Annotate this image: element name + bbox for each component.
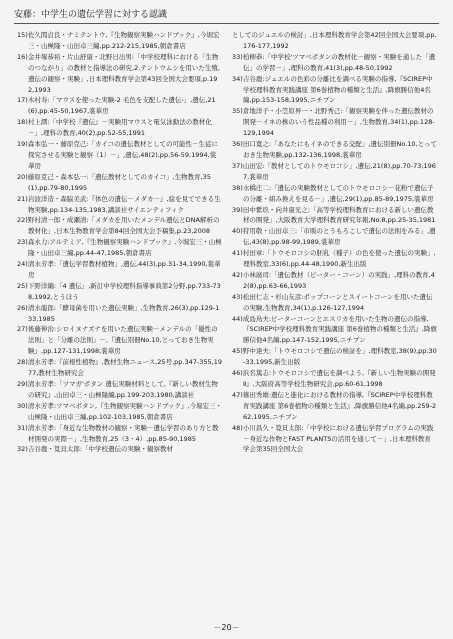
reference-text: 村田章:「トウモロコシの胚乳（種子）の色を使った遺伝の実験」,理科教室,33(6),pp.44-48,1990,新生出版 [242, 249, 436, 269]
reference-entry [17, 215, 222, 237]
reference-entry [232, 346, 437, 368]
reference-entry [232, 183, 437, 205]
header-rule [14, 23, 439, 24]
reference-entry [17, 303, 222, 325]
reference-number: 45) [232, 347, 243, 356]
reference-number: 39) [232, 205, 243, 214]
page-number: －20－ [213, 623, 240, 632]
reference-text: 村上潤:「中学校『遺伝』－実験用マウスと電気泳動法の教材化－」,理科の教育,40(2),pp.52-55,1991 [27, 118, 212, 138]
reference-number: 23) [17, 238, 28, 247]
reference-text: 篠田秀雄:遺伝と進化における教材の指導,『SCIREP中学校理科教育実践講座 第6巻植物の種類と生活』,降旗勝信他4名編,pp.259-262,1995,ニチブン [242, 390, 437, 421]
reference-number: 32) [17, 445, 28, 454]
reference-text: 清水芳孝:「遺伝学習教材植物」,遺伝,44(3),pp.31-34,1990,裳華房 [27, 260, 221, 279]
reference-number: 24) [17, 260, 28, 269]
reference-entry [232, 390, 437, 423]
reference-number: 42) [232, 270, 243, 279]
reference-text: 岩波洋造・森脇美武:『体色の遺伝－メダカ－』,絵を見てできる生物実験,pp.134-135,1983,講談社サイエンティフィク [27, 194, 221, 214]
reference-text: 小林廣司:「遺伝教材（ビーター・コーン）の実践」,理科の教育,42(8),pp.63-66,1993 [242, 270, 435, 290]
reference-number: 15) [17, 31, 28, 39]
reference-number: 38) [232, 183, 243, 192]
reference-entry [232, 161, 437, 183]
reference-text: 浜名篤志:トウモロコシで遺伝を調べよう,『新しい生物実験の開発Ⅱ』,大阪府高等学校生物研究会,pp.60-61,1998 [242, 369, 436, 388]
reference-text: 水橋庄二:「遺伝の実験教材としてのトウモロコシ－花粉で遺伝子の分離・組み換えを見る－」,遺伝,29(1),pp.85-89,1975,裳華房 [242, 183, 434, 203]
reference-number: 22) [17, 216, 28, 225]
reference-entry [232, 52, 437, 74]
reference-entry [232, 248, 437, 270]
reference-entry [232, 74, 437, 107]
reference-number: 17) [17, 96, 28, 105]
reference-number: 31) [17, 423, 28, 432]
running-header: 安藤：中学生の遺伝学習に対する認識 [14, 10, 168, 20]
reference-number: 43) [232, 292, 243, 301]
reference-entry [17, 117, 222, 139]
reference-text: 森本弘一・藤原克己:「カイコの遺伝教材としての可能性－生徒に探究させる実験と観察（1）－」,遺伝,48(2),pp.56-59,1994,裳華房 [27, 140, 219, 170]
reference-text: 吉谷鹿・筧貝太郎:「中学校遺伝の実験・観察教材 [27, 445, 174, 454]
reference-number: 47) [232, 390, 243, 399]
reference-entry [232, 205, 437, 227]
reference-number: 34) [232, 74, 243, 83]
reference-list-left [17, 30, 222, 455]
reference-number: 29) [17, 380, 28, 388]
reference-text: 柏柳恭:「中学校'ツマベボタンの教材化－観察・実験を通した「遺伝」の学習－」,理科の教育,41(3),pp.48-50,1992 [242, 52, 436, 72]
reference-column-left [17, 30, 222, 455]
reference-text: 金井塚恭裕・片山舒康・北野日出男:「中学校理科における「生物のつながり」の教材と指導法の研究,2.テントウムシを用いた生殖,遺伝の観察・実験」,日本理科教育学会第43回全国大会要項,p.192,1993 [27, 52, 220, 94]
reference-number: 40) [232, 227, 243, 236]
reference-text: 狩用敬・山田卓三:「市販のとうもろこしで遺伝の法則をみる」,遺伝,43(8),pp.98-99,1989,裳華房 [242, 227, 436, 247]
reference-entry [232, 106, 437, 139]
reference-entry [17, 324, 222, 357]
reference-number: 21) [17, 194, 28, 203]
reference-number: 37) [232, 161, 243, 170]
reference-entry [17, 172, 222, 194]
reference-entry [17, 357, 222, 379]
reference-text: 清水芳孝:『前根性植物』,教材生物ニュース,25号,pp.347-355,1977,教材生物研究会 [27, 358, 222, 378]
reference-entry [232, 368, 437, 390]
reference-text: 清水芳孝:「ツマガ'ボタン 遺伝実験材料として,『新しい教材生物の研究』,山田卓三・山極隆編,pp.199-203,1980,講談社 [27, 380, 218, 399]
reference-number: 20) [17, 172, 28, 181]
reference-number: 25) [17, 281, 28, 290]
reference-number: 18) [17, 118, 28, 127]
reference-entry [17, 95, 222, 117]
reference-text: 成島鳥夫:ビーターコーンとエスリカを用いた生物の遺伝の指導,『SCIREP中学校理科教育実践講座 第6巻植物の種類と生活』,降旗勝信他4名編,pp.147-152,1995,ニチブン [242, 314, 437, 345]
reference-entry [17, 401, 222, 423]
reference-entry [232, 270, 437, 292]
reference-entry [232, 30, 437, 52]
reference-text: 吉谷鹿:ジュエルの色彩の分離比を調べる実験の指導,『SCIREP中学校理科教育実践講座 第6巻植物の種類と生活』,降旗勝信他4名編,pp.153-158,1995,ニチブン [242, 74, 433, 105]
reference-text: 後藤伸治:シロイヌナズナを用いた遺伝実験－メンデルの「優性の法則」と「分離の法則」－,『遺伝別冊No.10,とっておき生物実験』,pp.127-131,1998,裳華房 [27, 325, 218, 356]
reference-entry [232, 292, 437, 314]
reference-entry [17, 237, 222, 259]
reference-text: 木村寿:「マウスを使った実験-2 毛色を支配した遺伝-」,遺伝,21(6),pp.45-50,1967,裳華房 [27, 96, 216, 116]
reference-column-right [232, 30, 437, 455]
reference-entry [17, 281, 222, 303]
reference-text: 小川昌久・筧貝太郎:「中学校における遺伝学習プログラムの実践－身近な作物とFAST PLANTSの活用を通して－」,日本理科教育学会第35回全国大会 [242, 423, 434, 454]
reference-entry [17, 423, 222, 445]
reference-text: 野村清一郎・成瀬清:「メダカを用いたメンデル遺伝とDNA解析の教材化」,日本生物教育学会第84回全国大会予稿集,p.23,2008 [27, 216, 220, 236]
reference-text: 清水龍郎:「酵母菌を用いた遺伝実験」,生物教育,26(3),pp.129-133,1985 [27, 303, 220, 323]
reference-number: 30) [17, 401, 28, 410]
reference-text: 藤原克己・森本弘一:「遺伝教材としてのカイコ」,生物教育,35(1),pp.79-80,1995 [27, 172, 211, 192]
reference-text: 松田仁志・杉山友彦:ポップコーンとスイートコーンを用いた遺伝の実験,生物教育,34(1),p.126-127,1994 [242, 292, 433, 312]
reference-text: 佐久間貞良・ナミテントウ,『生物観察実験ハンドブック』,今堀宏三・山極隆・山田卓三編,pp.212-215,1985,朝倉書店 [27, 31, 220, 50]
reference-number: 48) [232, 423, 243, 432]
reference-entry [232, 139, 437, 161]
reference-number: 27) [17, 325, 28, 334]
reference-entry [232, 314, 437, 347]
reference-text: 野中達夫:「トウモロコシで遺伝の検証を」,理科教室,38(9),pp.30-33,1995,新生出版 [242, 347, 437, 367]
reference-number: 26) [17, 303, 28, 312]
reference-text: 田中紫玖・向井康光之:「高等学校理科教育における新しい遺伝教材の開発」,大阪教育大学理科教育研究年報,No.8,pp.25-35,1981 [242, 205, 436, 225]
reference-number: 16) [17, 52, 28, 61]
reference-number: 36) [232, 140, 243, 149]
reference-text: 下野洋編:「4 遺伝」,新訂中学校理科指導事典第2分野,pp.733-738,1992,とうほう [27, 281, 221, 301]
reference-entry [17, 379, 222, 401]
reference-text: 田口寛之:「あなたにもイネのできる交配」,遺伝別冊No.10,とっておき生物実験,pp.132-136,1998,裳華房 [242, 140, 438, 159]
reference-number: 41) [232, 249, 243, 258]
reference-entry [232, 226, 437, 248]
reference-text: 山田宏:「教材としてのトウモロコシ」,遺伝,21(8),pp.70-73,1967,裳華房 [242, 161, 436, 181]
reference-number: 46) [232, 369, 243, 378]
reference-entry [232, 423, 437, 456]
reference-entry [17, 30, 222, 52]
reference-entry [17, 139, 222, 172]
reference-text: 清水芳孝:「身近な生物教材の観察・実験－遺伝学習のあり方と教材開発の実際－」,生物教育,25（3・4）,pp.85-90,1985 [27, 423, 219, 443]
reference-entry [17, 52, 222, 96]
reference-text: としてのジュエルの検討」,日本理科教育学会第42回全国大会要項,pp.176-177,1992 [232, 31, 437, 50]
reference-list-right [232, 30, 437, 455]
reference-entry [17, 194, 222, 216]
reference-number: 44) [232, 314, 243, 323]
reference-number: 19) [17, 140, 28, 149]
reference-number: 35) [232, 107, 243, 116]
reference-entry [17, 259, 222, 281]
reference-text: 森永力:アルテミア,『生物観察実験ハンドブック』,今堀宏三・山極隆・山田卓三編,pp.44-47,1985,朝倉書店 [27, 238, 222, 258]
reference-text: 清水芳孝:ツマベボタン,『生物観察実験ハンドブック』,今堀宏三・山極隆・山田卓三編,pp.102-103,1985,朝倉書店 [27, 401, 222, 421]
reference-entry [17, 444, 222, 455]
reference-number: 33) [232, 52, 243, 61]
reference-text: 倉地洋子・小笠原昇一・北野秀己:「観察実験を伴った遺伝教材の開発－イネの株のいう性品種の利用－」,生物教育,34(1),pp.128-129,1994 [242, 107, 435, 138]
reference-number: 28) [17, 358, 28, 367]
